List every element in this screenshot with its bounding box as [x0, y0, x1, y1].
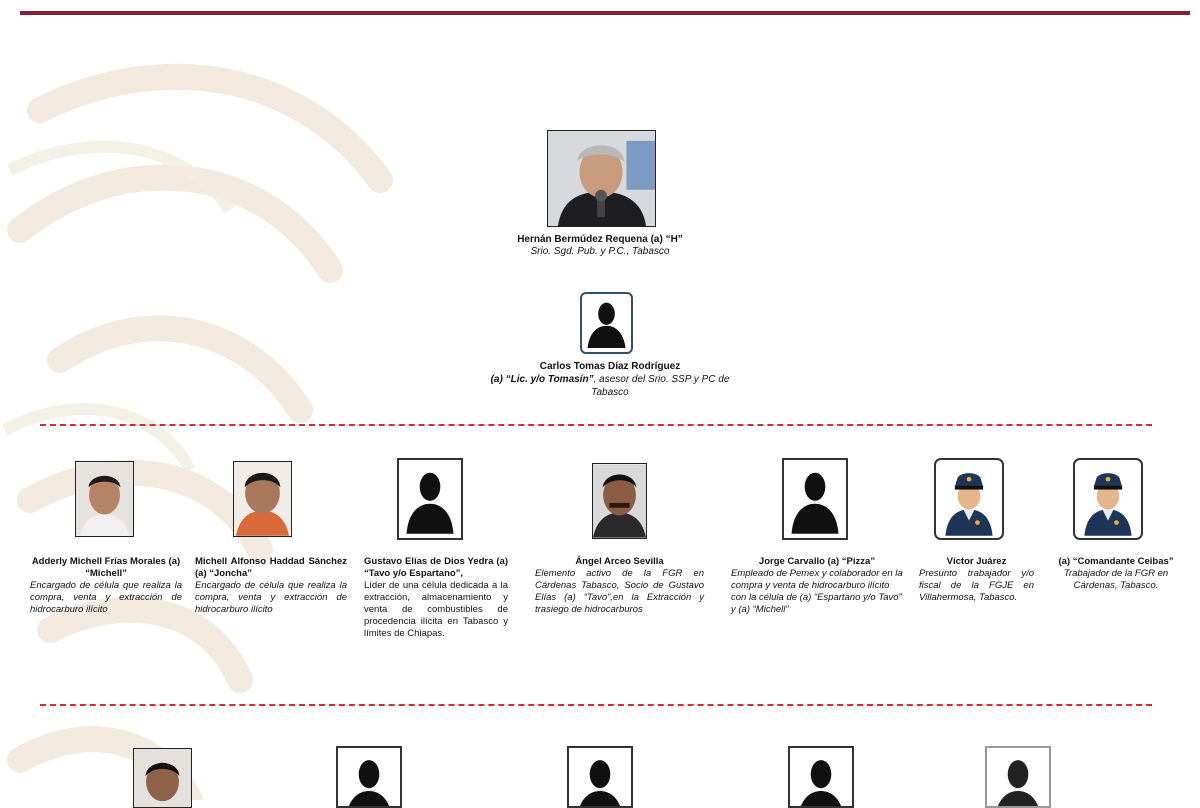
- role-michell: Encargado de célula que realiza la compra, venta y extracción de hidrocarburo ilícito: [195, 580, 347, 615]
- caption-comandante: [1055, 556, 1177, 592]
- name-michell: Michell Alfonso Haddad Sánchez (a) “Joncha”: [195, 556, 347, 579]
- name-gustavo: Gustavo Elías de Dios Yedra (a) “Tavo y/o Espartano”,: [364, 556, 508, 579]
- person-silhouette-icon: [338, 748, 400, 806]
- photo-gustavo: [397, 458, 463, 540]
- role-angel: Elemento activo de la FGR en Cárdenas Tabasco, Socio de Gustavo Elías (a) “Tavo”,en la Extracción y trasiego de hidrocarburos: [535, 568, 704, 615]
- police-officer-icon: [936, 460, 1002, 538]
- person-silhouette-icon: [784, 460, 846, 538]
- name-adderly: Adderly Michell Frías Morales (a) “Michell”: [31, 556, 181, 579]
- photo-hernan: [547, 130, 656, 227]
- caption-angel: [535, 556, 704, 616]
- role-adderly: Encargado de célula que realiza la compra, venta y extracción de hidrocarburo ilícito: [30, 580, 182, 615]
- photo-row2-5: [985, 746, 1051, 808]
- role-comandante: Trabajador de la FGR en Cárdenas, Tabasco.: [1063, 568, 1169, 591]
- photo-comandante: [1073, 458, 1143, 540]
- police-officer-icon: [1075, 460, 1141, 538]
- caption-adderly: [30, 556, 182, 616]
- person-silhouette-icon: [987, 748, 1049, 806]
- photo-angel: [592, 463, 647, 539]
- second-role: , asesor del Srio. SSP y PC de: [593, 374, 730, 385]
- photo-carlos: [580, 292, 633, 354]
- second-name: Carlos Tomas Díaz Rodríguez: [539, 361, 681, 372]
- caption-gustavo: [364, 556, 508, 640]
- caption-victor: [919, 556, 1034, 604]
- person-silhouette-icon: [399, 460, 461, 538]
- separator-line-1: [40, 424, 1152, 426]
- photo-row2-4: [788, 746, 854, 808]
- separator-line-2: [40, 704, 1152, 706]
- photo-victor: [934, 458, 1004, 540]
- caption-michell: [195, 556, 347, 616]
- caption-jorge: [731, 556, 903, 616]
- name-victor: Víctor Juárez: [946, 556, 1007, 567]
- role-victor: Presunto trabajador y/o fiscal de la FGJE en Villahermosa, Tabasco.: [919, 568, 1034, 603]
- role-gustavo: Líder de una célula dedicada a la extracción, almacenamiento y venta de combustibles de procedencia ilícita en Tabasco y límites de Chiapas.: [364, 580, 508, 639]
- person-silhouette-icon: [582, 294, 631, 352]
- person-silhouette-icon: [790, 748, 852, 806]
- second-role-cont: Tabasco: [591, 387, 629, 398]
- eagle-emblem-watermark: [0, 30, 420, 800]
- second-alias: (a) “Lic. y/o Tomasín”: [490, 374, 594, 385]
- name-angel: Ángel Arceo Sevilla: [575, 556, 664, 567]
- photo-michell: [233, 461, 292, 537]
- photo-row2-1: [133, 748, 192, 808]
- photo-row2-2: [336, 746, 402, 808]
- top-caption: [440, 234, 760, 258]
- person-silhouette-icon: [569, 748, 631, 806]
- top-name: Hernán Bermúdez Requena (a) “H”: [517, 234, 683, 245]
- photo-row2-3: [567, 746, 633, 808]
- header-bar: [20, 11, 1190, 15]
- name-jorge: Jorge Carvallo (a) “Pizza”: [758, 556, 876, 567]
- photo-jorge: [782, 458, 848, 540]
- photo-adderly: [75, 461, 134, 537]
- role-jorge: Empleado de Pemex y colaborador en la compra y venta de hidrocarburo ilícito con la célula de (a) “Espartano y/o Tavo” y (a) “Michell”: [731, 568, 903, 615]
- name-comandante: (a) “Comandante Ceibas”: [1058, 556, 1174, 567]
- second-caption: [440, 360, 780, 399]
- top-role: Srio. Sgd. Pub. y P.C., Tabasco: [530, 246, 670, 257]
